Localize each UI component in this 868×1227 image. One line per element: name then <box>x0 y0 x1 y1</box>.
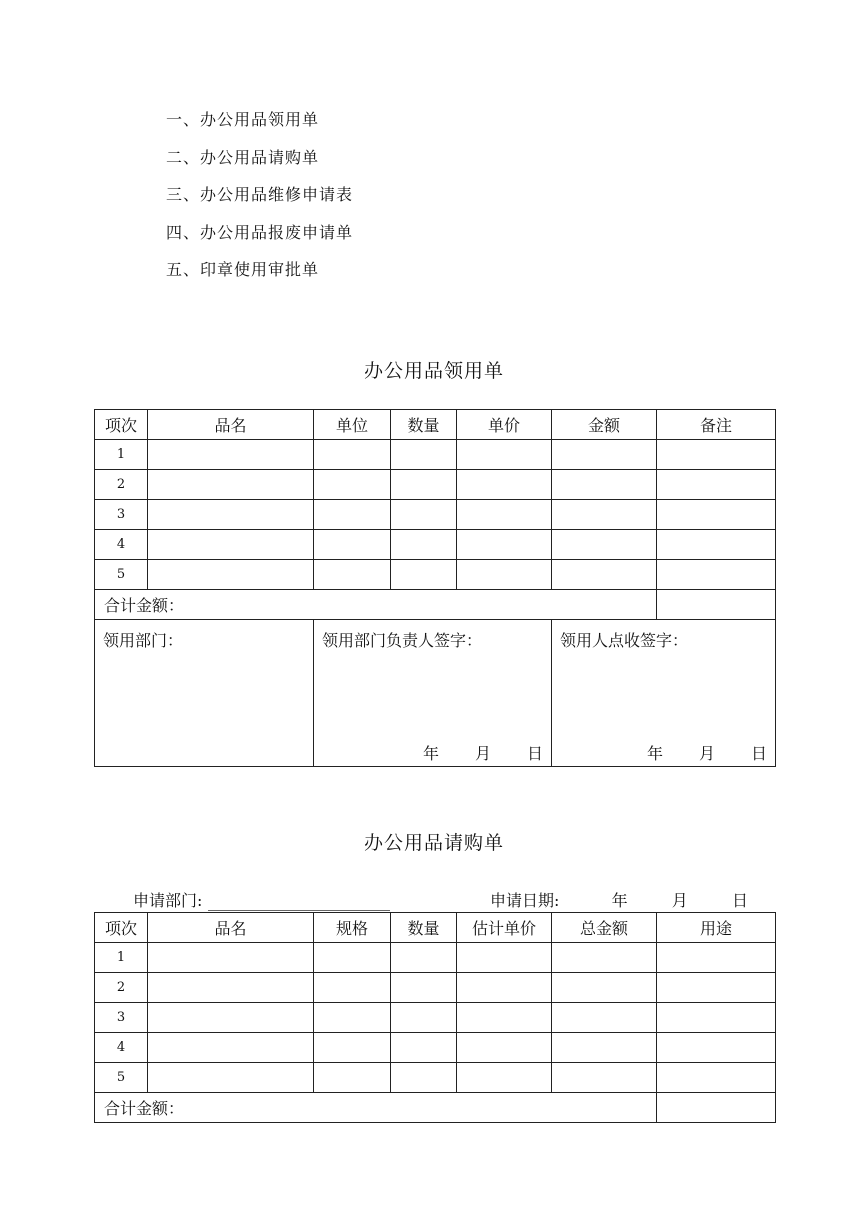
month-label: 月 <box>698 744 715 763</box>
col-header: 项次 <box>95 410 148 440</box>
receiver-signature-cell[interactable] <box>552 620 776 767</box>
unit-cell[interactable] <box>314 530 391 560</box>
table-row <box>95 973 776 1003</box>
month-label: 月 <box>671 891 688 910</box>
remark-cell[interactable] <box>657 530 776 560</box>
remark-cell[interactable] <box>657 470 776 500</box>
qty-cell[interactable] <box>391 470 457 500</box>
table-row <box>95 1003 776 1033</box>
unit-cell[interactable] <box>314 500 391 530</box>
col-header: 品名 <box>148 410 314 440</box>
spec-cell[interactable] <box>314 943 391 973</box>
year-label: 年 <box>422 744 439 763</box>
amount-cell[interactable] <box>552 500 657 530</box>
item-name-cell[interactable] <box>148 973 314 1003</box>
col-header: 品名 <box>148 913 314 943</box>
qty-cell[interactable] <box>391 1063 457 1093</box>
total-amount-cell[interactable] <box>552 1003 657 1033</box>
table-row <box>95 943 776 973</box>
qty-cell[interactable] <box>391 530 457 560</box>
receiver-signature-label: 领用人点收签字： <box>560 631 689 650</box>
spec-cell[interactable] <box>314 1003 391 1033</box>
row-number: 4 <box>95 530 148 560</box>
col-header: 数量 <box>391 410 457 440</box>
toc-item: 二、办公用品请购单 <box>166 147 320 167</box>
qty-cell[interactable] <box>391 440 457 470</box>
apply-dept-label: 申请部门: <box>133 891 203 910</box>
day-label: 日 <box>732 891 749 910</box>
price-cell[interactable] <box>457 500 552 530</box>
purpose-cell[interactable] <box>657 1003 776 1033</box>
col-header: 估计单价 <box>457 913 552 943</box>
apply-date-label: 申请日期: <box>490 891 560 910</box>
remark-cell[interactable] <box>657 500 776 530</box>
spec-cell[interactable] <box>314 1063 391 1093</box>
est-price-cell[interactable] <box>457 1033 552 1063</box>
item-name-cell[interactable] <box>148 1003 314 1033</box>
item-name-cell[interactable] <box>148 1063 314 1093</box>
col-header: 备注 <box>657 410 776 440</box>
form1-title: 办公用品领用单 <box>363 360 504 382</box>
row-number: 1 <box>95 943 148 973</box>
item-name-cell[interactable] <box>148 440 314 470</box>
col-header: 单价 <box>457 410 552 440</box>
qty-cell[interactable] <box>391 973 457 1003</box>
qty-cell[interactable] <box>391 1033 457 1063</box>
spec-cell[interactable] <box>314 973 391 1003</box>
table-row <box>95 1063 776 1093</box>
item-name-cell[interactable] <box>148 560 314 590</box>
qty-cell[interactable] <box>391 500 457 530</box>
toc-item: 四、办公用品报废申请单 <box>166 222 354 242</box>
form1-table <box>94 409 776 767</box>
price-cell[interactable] <box>457 440 552 470</box>
day-label: 日 <box>750 744 767 763</box>
table-row <box>95 500 776 530</box>
row-number: 3 <box>95 500 148 530</box>
dept-cell[interactable] <box>95 620 314 767</box>
table-row <box>95 440 776 470</box>
col-header: 总金额 <box>552 913 657 943</box>
unit-cell[interactable] <box>314 470 391 500</box>
toc-item: 五、印章使用审批单 <box>166 260 320 279</box>
remark-cell[interactable] <box>657 440 776 470</box>
est-price-cell[interactable] <box>457 1003 552 1033</box>
total-row <box>95 590 776 620</box>
amount-cell[interactable] <box>552 440 657 470</box>
item-name-cell[interactable] <box>148 1033 314 1063</box>
row-number: 3 <box>95 1003 148 1033</box>
year-label: 年 <box>646 744 663 763</box>
row-number: 4 <box>95 1033 148 1063</box>
date-line <box>647 741 767 764</box>
form2-table <box>94 912 776 1123</box>
total-amount-cell[interactable] <box>552 1033 657 1063</box>
apply-dept <box>133 888 390 911</box>
col-header: 规格 <box>314 913 391 943</box>
table-row <box>95 470 776 500</box>
manager-signature-label: 领用部门负责人签字： <box>322 631 483 650</box>
total-amount-cell[interactable] <box>552 973 657 1003</box>
item-name-cell[interactable] <box>148 470 314 500</box>
col-header: 金额 <box>552 410 657 440</box>
row-number: 2 <box>95 973 148 1003</box>
qty-cell[interactable] <box>391 1003 457 1033</box>
manager-signature-cell[interactable] <box>314 620 552 767</box>
row-number: 5 <box>95 560 148 590</box>
apply-date <box>490 888 748 911</box>
form1-header-row <box>95 410 776 440</box>
month-label: 月 <box>474 744 491 763</box>
row-number: 5 <box>95 1063 148 1093</box>
form2-title: 办公用品请购单 <box>363 832 504 854</box>
total-label: 合计金额： <box>95 1093 657 1123</box>
total-amount-cell[interactable] <box>552 943 657 973</box>
year-label: 年 <box>611 891 628 910</box>
col-header: 数量 <box>391 913 457 943</box>
signature-row <box>95 620 776 767</box>
day-label: 日 <box>526 744 543 763</box>
col-header: 用途 <box>657 913 776 943</box>
qty-cell[interactable] <box>391 943 457 973</box>
amount-cell[interactable] <box>552 470 657 500</box>
qty-cell[interactable] <box>391 560 457 590</box>
row-number: 2 <box>95 470 148 500</box>
est-price-cell[interactable] <box>457 943 552 973</box>
table-row <box>95 530 776 560</box>
form2-header-row <box>95 913 776 943</box>
spec-cell[interactable] <box>314 1033 391 1063</box>
col-header: 单位 <box>314 410 391 440</box>
purpose-cell[interactable] <box>657 973 776 1003</box>
dept-label: 领用部门： <box>103 631 184 650</box>
total-label: 合计金额： <box>95 590 657 620</box>
purpose-cell[interactable] <box>657 943 776 973</box>
price-cell[interactable] <box>457 470 552 500</box>
amount-cell[interactable] <box>552 530 657 560</box>
table-row <box>95 560 776 590</box>
price-cell[interactable] <box>457 560 552 590</box>
purpose-cell[interactable] <box>657 1033 776 1063</box>
item-name-cell[interactable] <box>148 500 314 530</box>
date-line <box>423 741 543 764</box>
item-name-cell[interactable] <box>148 530 314 560</box>
row-number: 1 <box>95 440 148 470</box>
total-value-cell[interactable] <box>657 1093 776 1123</box>
total-value-cell[interactable] <box>657 590 776 620</box>
table-row <box>95 1033 776 1063</box>
unit-cell[interactable] <box>314 560 391 590</box>
remark-cell[interactable] <box>657 560 776 590</box>
col-header: 项次 <box>95 913 148 943</box>
item-name-cell[interactable] <box>148 943 314 973</box>
price-cell[interactable] <box>457 530 552 560</box>
est-price-cell[interactable] <box>457 1063 552 1093</box>
amount-cell[interactable] <box>552 560 657 590</box>
est-price-cell[interactable] <box>457 973 552 1003</box>
apply-dept-field[interactable] <box>208 894 390 911</box>
total-amount-cell[interactable] <box>552 1063 657 1093</box>
purpose-cell[interactable] <box>657 1063 776 1093</box>
table-of-contents <box>166 108 353 296</box>
toc-item: 一、办公用品领用单 <box>166 110 320 129</box>
unit-cell[interactable] <box>314 440 391 470</box>
toc-item: 三、办公用品维修申请表 <box>166 185 354 204</box>
total-row <box>95 1093 776 1123</box>
